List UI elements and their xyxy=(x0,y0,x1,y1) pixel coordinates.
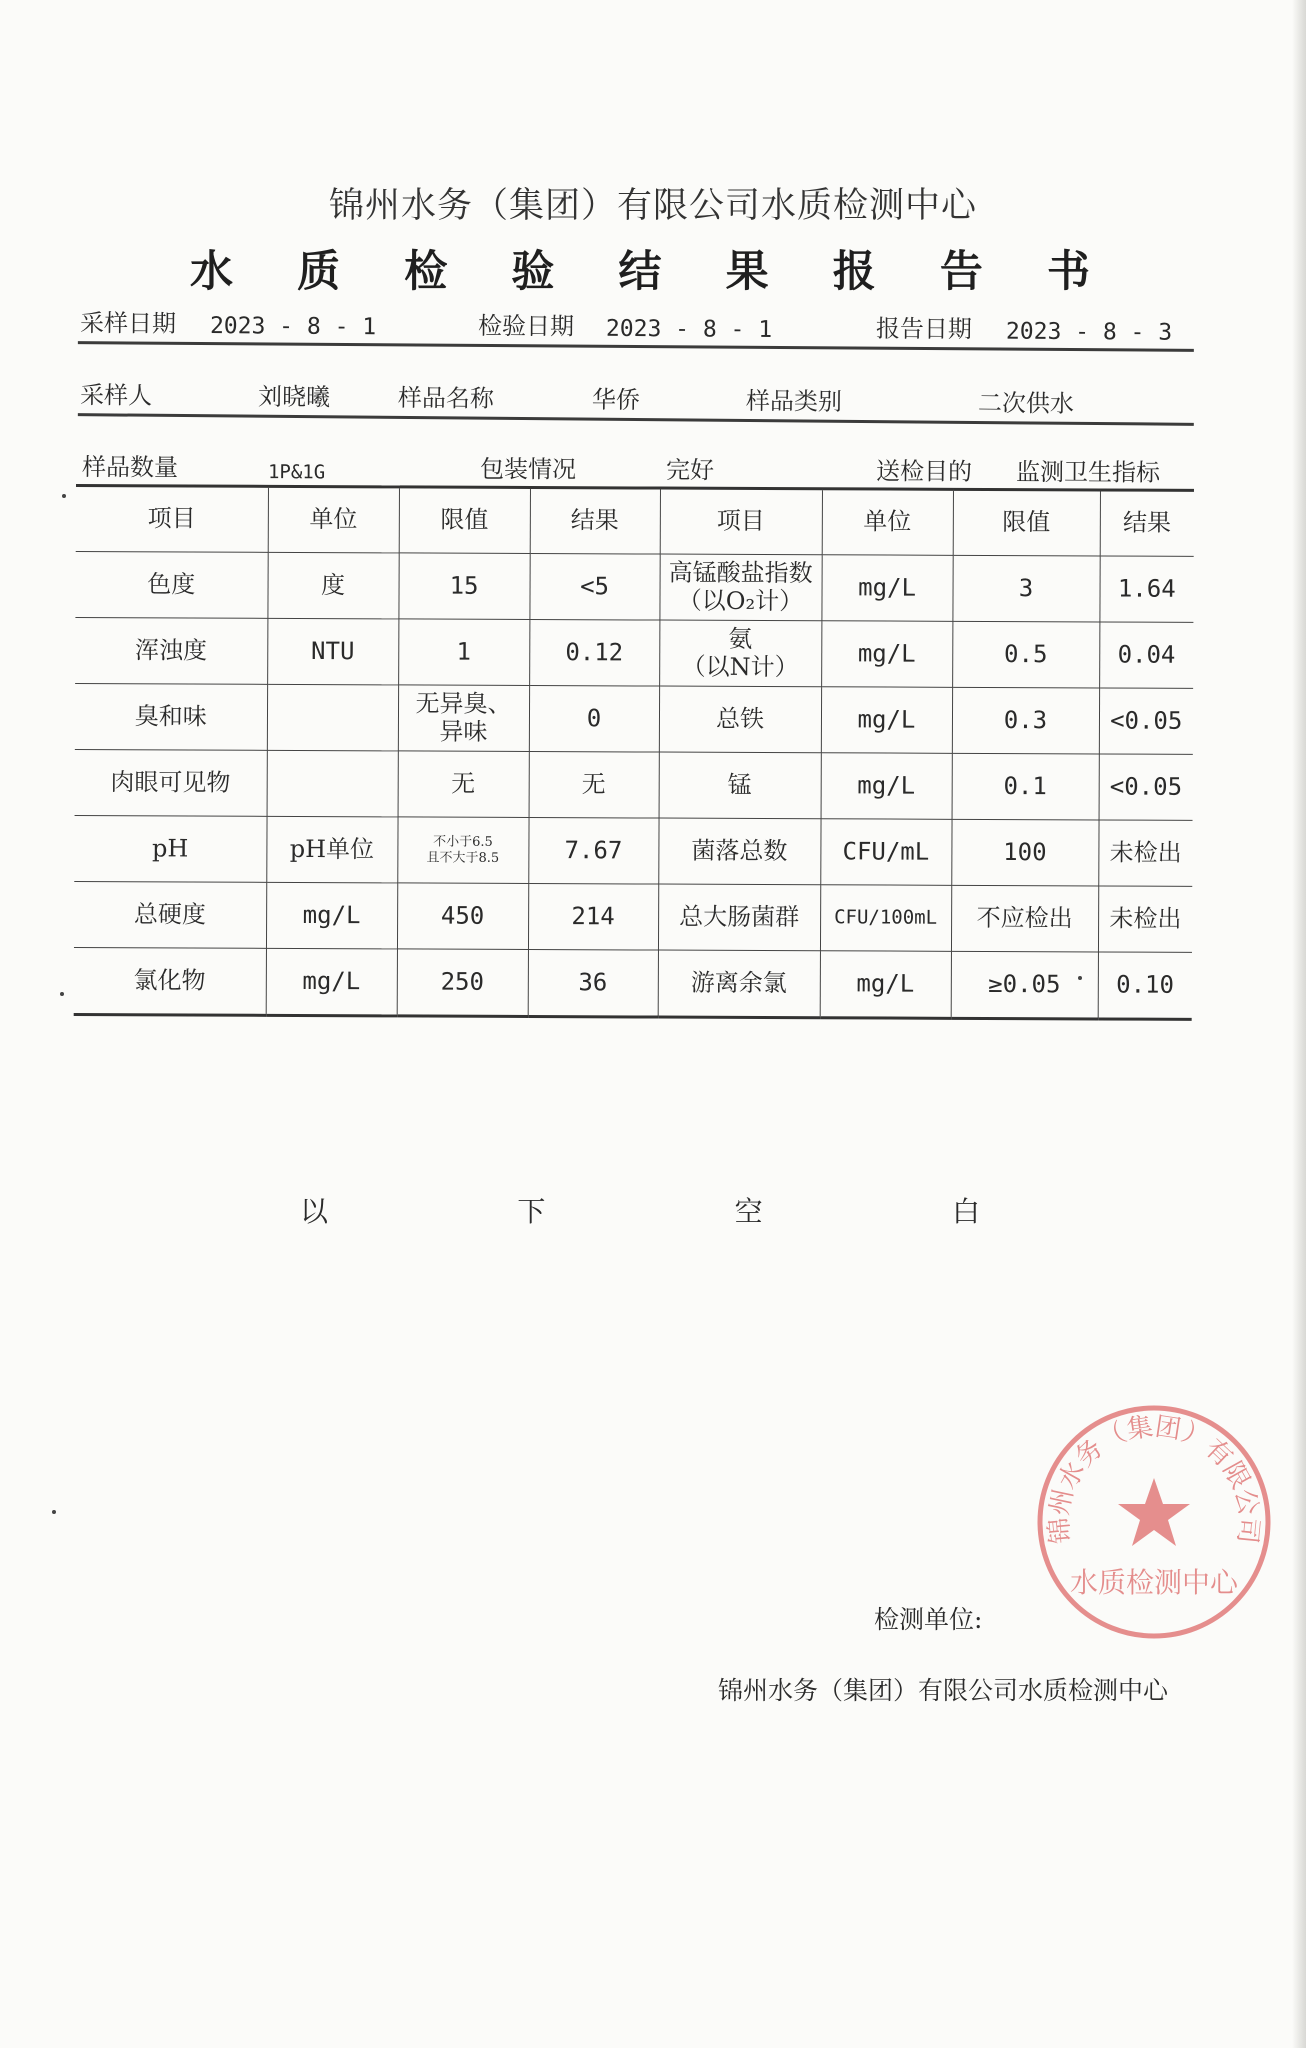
org-title: 锦州水务（集团）有限公司水质检测中心 xyxy=(328,186,977,226)
limit-cell: 250 xyxy=(397,949,528,1017)
header-cell: 限值 xyxy=(399,487,530,554)
unit-cell: 度 xyxy=(267,552,398,619)
result-cell: 1.64 xyxy=(1099,556,1193,622)
result-cell: <0.05 xyxy=(1099,688,1193,754)
header-cell: 单位 xyxy=(268,486,399,553)
table-row xyxy=(74,947,1192,1019)
limit-line: 异味 xyxy=(439,717,488,746)
header-cell: 结果 xyxy=(1100,490,1194,556)
sample-date-label: 采样日期 xyxy=(79,309,177,338)
limit-line: 无异臭、 xyxy=(415,689,512,718)
result-cell: 7.67 xyxy=(528,817,658,884)
limit-cell xyxy=(398,685,529,752)
item-cell xyxy=(659,620,821,687)
unit-cell: mg/L xyxy=(821,555,952,622)
doc-title-char: 质 xyxy=(297,247,341,297)
table-row xyxy=(75,617,1193,688)
packaging-label: 包装情况 xyxy=(479,455,577,484)
unit-cell: CFU/mL xyxy=(820,819,951,886)
result-cell: 未检出 xyxy=(1098,820,1192,886)
purpose-label: 送检目的 xyxy=(875,457,973,486)
packaging-value: 完好 xyxy=(665,456,715,485)
limit-cell: 0.3 xyxy=(952,687,1099,754)
item-cell: 菌落总数 xyxy=(658,818,820,885)
header-cell: 限值 xyxy=(953,489,1100,556)
speck xyxy=(62,494,66,498)
report-date-value: 2023 - 8 - 3 xyxy=(1005,318,1173,346)
sample-date-value: 2023 - 8 - 1 xyxy=(209,313,377,341)
inspect-org-name: 锦州水务（集团）有限公司水质检测中心 xyxy=(718,1676,1169,1705)
result-cell: 36 xyxy=(528,949,658,1017)
item-cell: pH xyxy=(74,815,266,882)
result-cell: 未检出 xyxy=(1098,886,1192,952)
blank-note-char: 空 xyxy=(734,1195,763,1228)
sample-name-value: 华侨 xyxy=(591,385,641,415)
limit-cell: ≥0.05 xyxy=(951,951,1098,1019)
table-row xyxy=(74,815,1192,886)
item-cell: 总铁 xyxy=(659,686,821,753)
item-cell: 肉眼可见物 xyxy=(75,749,267,816)
item-cell: 臭和味 xyxy=(75,683,267,750)
doc-title-char: 结 xyxy=(618,247,662,297)
item-note: （以O₂计） xyxy=(677,586,804,615)
doc-title-char: 验 xyxy=(511,247,555,297)
official-seal xyxy=(1032,1400,1276,1644)
doc-title-char: 告 xyxy=(939,247,983,297)
seal-star-icon xyxy=(1118,1478,1190,1546)
limit-cell: 1 xyxy=(398,619,529,686)
limit-cell: 不应检出 xyxy=(951,885,1098,952)
header-cell: 项目 xyxy=(76,486,268,553)
unit-cell: mg/L xyxy=(821,687,952,754)
result-cell: <5 xyxy=(529,553,659,620)
result-cell: 0 xyxy=(529,685,659,752)
header-cell: 单位 xyxy=(822,489,953,556)
result-cell: 0.12 xyxy=(529,619,659,686)
results-table xyxy=(74,484,1194,1021)
speck xyxy=(60,992,64,996)
doc-title-char: 水 xyxy=(190,247,233,297)
limit-line: 且不大于8.5 xyxy=(426,850,500,866)
unit-cell: CFU/100mL xyxy=(820,885,951,952)
table-row xyxy=(75,551,1193,622)
item-note: （以N计） xyxy=(681,652,799,681)
table-row xyxy=(75,749,1193,820)
sample-type-value: 二次供水 xyxy=(977,388,1075,418)
item-cell: 锰 xyxy=(659,752,821,819)
sample-type-label: 样品类别 xyxy=(745,386,843,416)
speck xyxy=(52,1510,56,1514)
table-header-row xyxy=(76,486,1194,557)
blank-below-note xyxy=(300,1190,980,1230)
sampler-value: 刘晓曦 xyxy=(257,382,331,412)
limit-cell: 无 xyxy=(398,751,529,818)
doc-title-char: 检 xyxy=(404,247,448,297)
doc-title-char: 书 xyxy=(1047,247,1090,297)
item-name: 氨 xyxy=(728,624,753,653)
limit-cell xyxy=(397,817,528,884)
limit-cell: 100 xyxy=(951,819,1098,886)
item-cell: 色度 xyxy=(75,551,267,618)
purpose-value: 监测卫生指标 xyxy=(1015,457,1161,487)
blank-note-char: 以 xyxy=(300,1195,329,1228)
quantity-label: 样品数量 xyxy=(81,453,179,482)
item-name: 高锰酸盐指数 xyxy=(668,558,813,588)
doc-title xyxy=(190,238,1090,299)
test-date-label: 检验日期 xyxy=(477,311,575,341)
doc-title-char: 果 xyxy=(725,247,769,297)
paper-edge xyxy=(1292,0,1306,2048)
item-cell: 浑浊度 xyxy=(75,617,267,684)
limit-cell: 15 xyxy=(398,553,529,620)
item-cell: 总硬度 xyxy=(74,881,266,948)
table-row xyxy=(74,881,1192,952)
date-row xyxy=(78,301,1194,352)
unit-cell: NTU xyxy=(267,618,398,685)
limit-cell: 0.1 xyxy=(952,753,1099,820)
blank-note-char: 下 xyxy=(517,1195,546,1228)
header-cell: 结果 xyxy=(530,487,660,554)
sampler-label: 采样人 xyxy=(79,381,153,410)
limit-cell: 0.5 xyxy=(952,621,1099,688)
item-cell: 氯化物 xyxy=(74,947,266,1015)
seal-center-text: 水质检测中心 xyxy=(1069,1566,1239,1599)
unit-cell: pH单位 xyxy=(266,816,397,883)
result-cell: 214 xyxy=(528,883,658,950)
unit-cell: mg/L xyxy=(266,948,397,1016)
report-date-label: 报告日期 xyxy=(875,314,973,344)
result-cell: <0.05 xyxy=(1099,754,1193,820)
result-cell: 0.10 xyxy=(1098,952,1192,1019)
seal-ring-text: 锦州水务（集团）有限公司 xyxy=(1044,1411,1264,1546)
sample-name-label: 样品名称 xyxy=(397,383,495,413)
table-row xyxy=(75,683,1193,754)
speck xyxy=(1078,976,1082,980)
limit-cell: 450 xyxy=(397,883,528,950)
unit-cell: mg/L xyxy=(820,951,951,1019)
sample-row xyxy=(78,373,1194,426)
unit-cell xyxy=(267,750,398,817)
item-cell xyxy=(659,554,821,621)
unit-cell xyxy=(267,684,398,751)
result-cell: 0.04 xyxy=(1099,622,1193,688)
limit-line: 不小于6.5 xyxy=(433,834,493,850)
unit-cell: mg/L xyxy=(266,882,397,949)
item-cell: 游离余氯 xyxy=(658,950,820,1018)
item-cell: 总大肠菌群 xyxy=(658,884,820,951)
doc-title-char: 报 xyxy=(832,247,876,297)
blank-note-char: 白 xyxy=(951,1195,980,1228)
unit-cell: mg/L xyxy=(821,621,952,688)
result-cell: 无 xyxy=(529,751,659,818)
unit-cell: mg/L xyxy=(821,753,952,820)
header-cell: 项目 xyxy=(660,488,822,555)
quantity-value: 1P&1G xyxy=(267,461,326,484)
limit-cell: 3 xyxy=(952,555,1099,622)
inspect-unit-label: 检测单位: xyxy=(874,1605,983,1634)
test-date-value: 2023 - 8 - 1 xyxy=(605,315,773,343)
